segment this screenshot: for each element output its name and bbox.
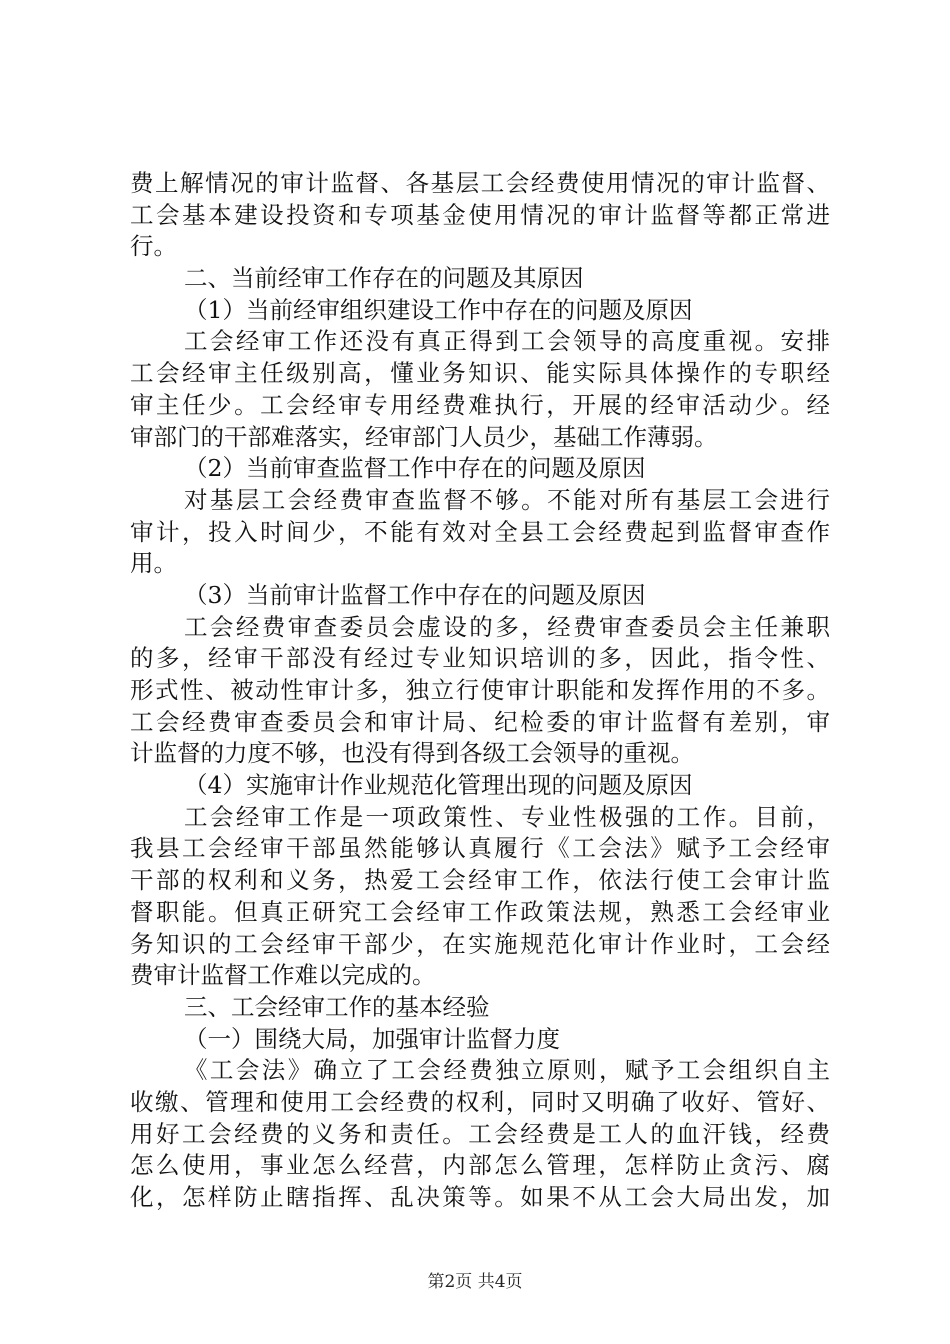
text-line: 工会经审工作还没有真正得到工会领导的高度重视。安排 — [184, 327, 830, 356]
text-line: 用好工会经费的义务和责任。工会经费是工人的血汗钱，经费 — [130, 1119, 830, 1148]
text-line: 计监督的力度不够，也没有得到各级工会领导的重视。 — [130, 739, 694, 768]
subsection-heading: （1）当前经审组织建设工作中存在的问题及原因 — [184, 295, 693, 324]
section-heading: 二、当前经审工作存在的问题及其原因 — [184, 264, 584, 293]
text-line: 工会经费审查委员会虚设的多，经费审查委员会主任兼职 — [184, 612, 830, 641]
section-heading: 三、工会经审工作的基本经验 — [184, 992, 490, 1021]
text-line: 我县工会经审干部虽然能够认真履行《工会法》赋予工会经审 — [130, 834, 830, 863]
text-line: 审计，投入时间少，不能有效对全县工会经费起到监督审查作 — [130, 517, 830, 546]
text-line: 行。 — [130, 232, 177, 261]
text-line: 《工会法》确立了工会经费独立原则，赋予工会组织自主 — [184, 1056, 830, 1085]
text-line: 费上解情况的审计监督、各基层工会经费使用情况的审计监督、 — [130, 169, 830, 197]
text-line: 干部的权利和义务，热爱工会经审工作，依法行使工会审计监 — [130, 866, 830, 895]
text-line: 的多，经审干部没有经过专业知识培训的多，因此，指令性、 — [130, 644, 830, 673]
text-line: 用。 — [130, 549, 177, 578]
text-line: 工会经审主任级别高，懂业务知识、能实际具体操作的专职经 — [130, 359, 830, 388]
page-number-label: 第2页 共4页 — [427, 1272, 523, 1292]
page-footer — [0, 1271, 950, 1293]
text-line: 费审计监督工作难以完成的。 — [130, 961, 436, 990]
subsection-heading: （4）实施审计作业规范化管理出现的问题及原因 — [184, 771, 693, 800]
body-text — [130, 168, 830, 1214]
subsection-heading: （一）围绕大局，加强审计监督力度 — [184, 1024, 560, 1053]
text-line: 工会基本建设投资和专项基金使用情况的审计监督等都正常进 — [130, 200, 830, 229]
subsection-heading: （2）当前审查监督工作中存在的问题及原因 — [184, 454, 646, 483]
text-line: 收缴、管理和使用工会经费的权利，同时又明确了收好、管好、 — [130, 1087, 830, 1116]
text-line: 对基层工会经费审查监督不够。不能对所有基层工会进行 — [184, 485, 830, 514]
text-line: 工会经费审查委员会和审计局、纪检委的审计监督有差别，审 — [130, 707, 830, 736]
text-line: 务知识的工会经审干部少，在实施规范化审计作业时，工会经 — [130, 929, 830, 958]
text-line: 形式性、被动性审计多，独立行使审计职能和发挥作用的不多。 — [130, 676, 830, 704]
text-line: 审主任少。工会经审专用经费难执行，开展的经审活动少。经 — [130, 390, 830, 419]
text-line: 审部门的干部难落实，经审部门人员少，基础工作薄弱。 — [130, 422, 718, 451]
text-line: 督职能。但真正研究工会经审工作政策法规，熟悉工会经审业 — [130, 897, 830, 926]
text-line: 工会经审工作是一项政策性、专业性极强的工作。目前， — [184, 802, 830, 831]
text-line: 化，怎样防止瞎指挥、乱决策等。如果不从工会大局出发，加 — [130, 1183, 830, 1211]
text-line: 怎么使用，事业怎么经营，内部怎么管理，怎样防止贪污、腐 — [130, 1151, 830, 1180]
subsection-heading: （3）当前审计监督工作中存在的问题及原因 — [184, 580, 646, 609]
